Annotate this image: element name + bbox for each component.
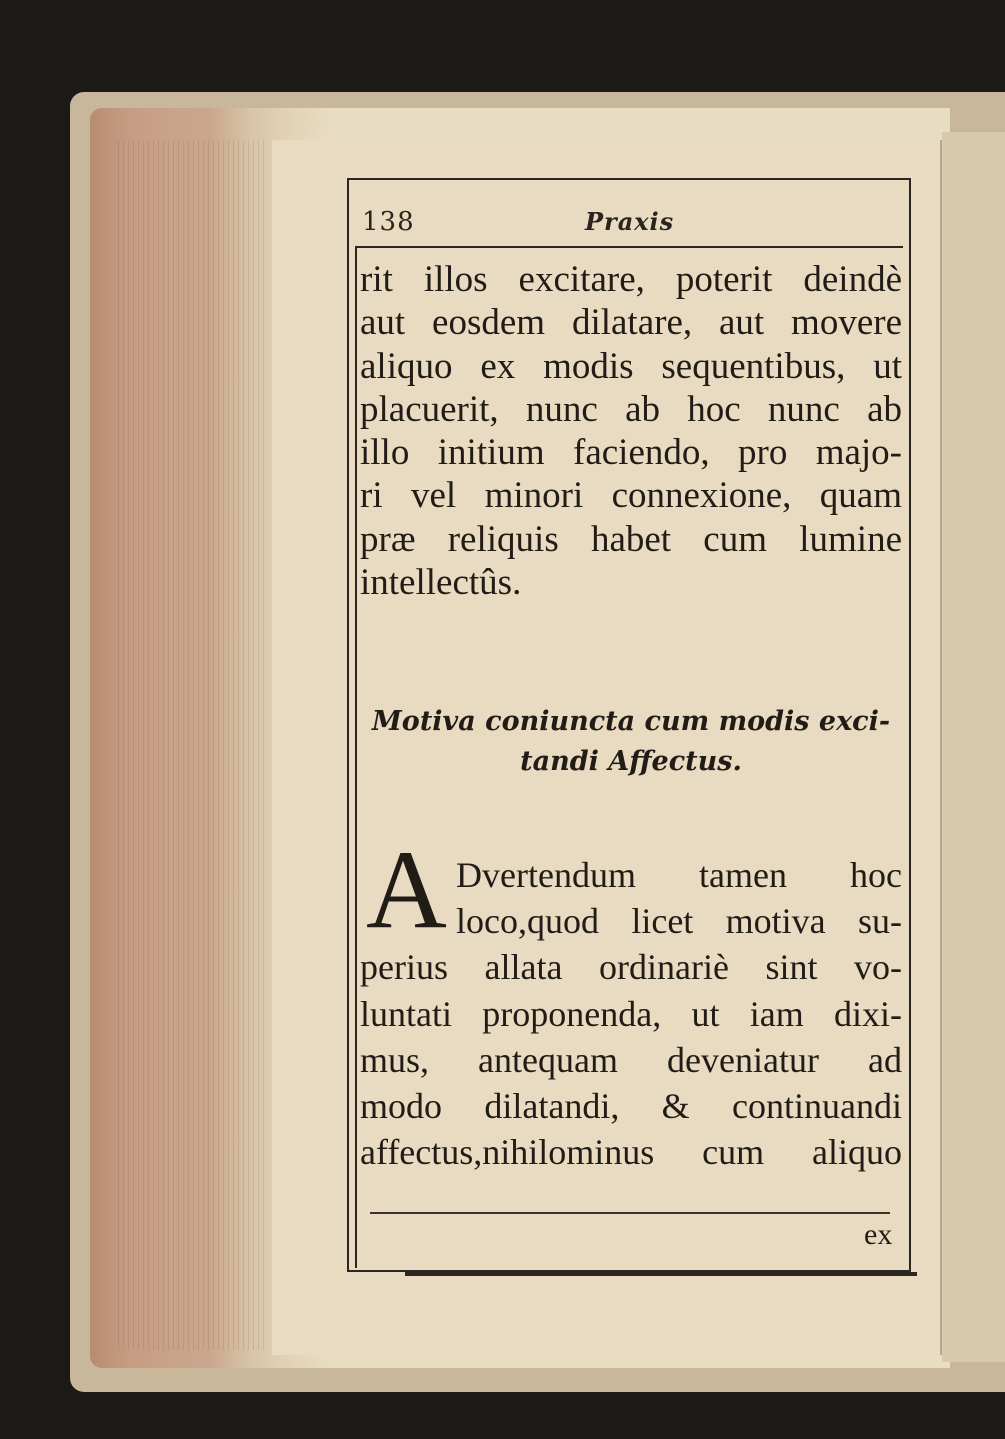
body-line: aliquo ex modis sequentibus, ut xyxy=(360,345,902,387)
paragraph xyxy=(360,852,902,1175)
catchword: ex xyxy=(864,1218,893,1251)
section-title-line: Motiva coniuncta cum modis exci- xyxy=(371,706,891,737)
para-line: affectus,nihilominus cum aliquo xyxy=(360,1132,902,1173)
para-line: loco,quod licet motiva su- xyxy=(456,901,902,942)
para-line: Dvertendum tamen hoc xyxy=(456,855,902,895)
body-line: ri vel minori connexione, quam xyxy=(360,475,902,517)
bottom-rule xyxy=(405,1272,917,1276)
para-line: perius allata ordinariè sint vo- xyxy=(360,947,902,988)
facing-page-edge xyxy=(942,132,1005,1362)
para-line: mus, antequam deveniatur ad xyxy=(360,1039,902,1080)
body-line: aut eosdem dilatare, aut movere xyxy=(360,302,902,344)
section-title-line: tandi Affectus. xyxy=(520,746,742,777)
running-head: Praxis xyxy=(585,207,675,236)
para-line: luntati proponenda, ut iam dixi- xyxy=(360,993,902,1034)
header-rule xyxy=(355,246,903,248)
drop-cap: A xyxy=(366,828,447,952)
body-line: præ reliquis habet cum lumine xyxy=(360,518,902,560)
section-title xyxy=(360,702,902,782)
page-edges xyxy=(118,140,268,1350)
para-line: modo dilatandi, & continuandi xyxy=(360,1085,902,1126)
footer-rule xyxy=(370,1212,890,1214)
body-line: illo initium faciendo, pro majo- xyxy=(360,432,902,474)
page-number: 138 xyxy=(362,207,415,237)
body-line: placuerit, nunc ab hoc nunc ab xyxy=(360,388,902,430)
body-line: intellectûs. xyxy=(360,562,522,604)
body-text xyxy=(360,258,902,604)
body-line: rit illos excitare, poterit deindè xyxy=(360,259,902,300)
